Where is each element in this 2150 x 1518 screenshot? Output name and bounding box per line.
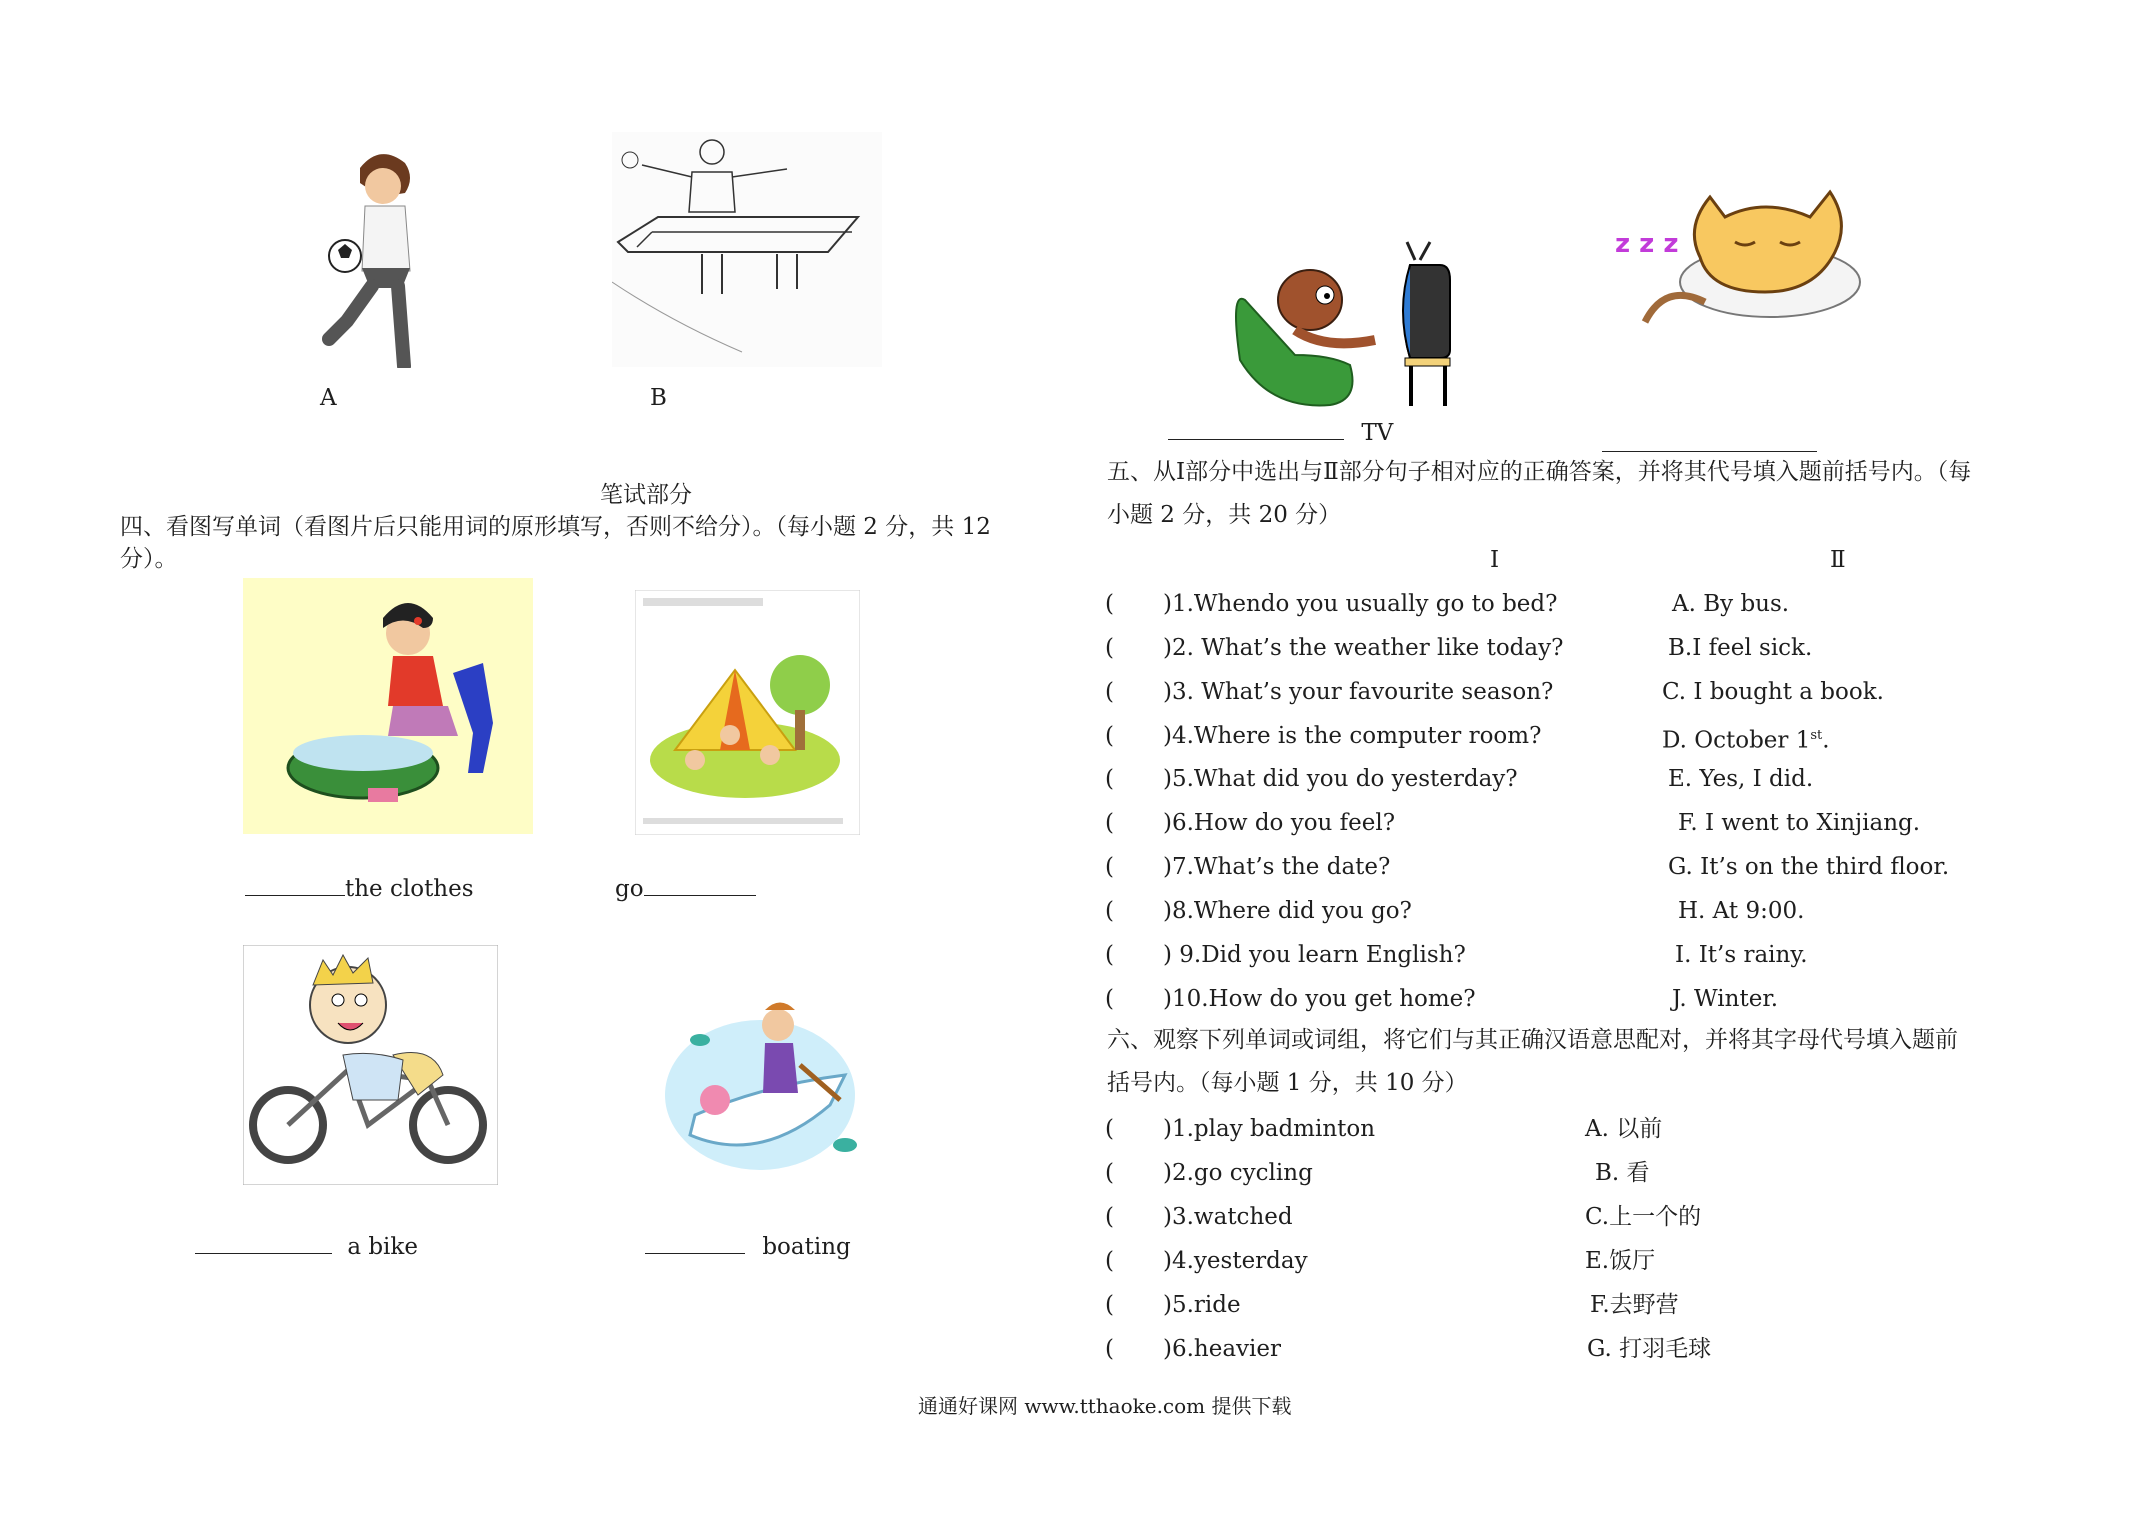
answer-paren[interactable]: ( [1105,591,1114,617]
phrase-5: )5.ride [1163,1292,1241,1318]
ordinal-suffix: st [1810,728,1823,743]
answer-option-g: G. It’s on the third floor. [1668,854,1950,880]
answer-paren[interactable]: ( [1105,1336,1114,1362]
answer-blank[interactable] [645,1235,745,1254]
question-5: )5.What did you do yesterday? [1163,766,1518,792]
answer-option-i: I. It’s rainy. [1675,942,1808,968]
answer-blank[interactable] [1168,421,1344,440]
answer-paren[interactable]: ( [1105,986,1114,1012]
question-3: )3. What’s your favourite season? [1163,679,1554,705]
ride-bike-picture [243,945,498,1185]
watching-tv-picture [1225,240,1485,415]
answer-paren[interactable]: ( [1105,898,1114,924]
phrase-1: )1.play badminton [1163,1116,1376,1142]
section5-heading-line2: 小题 2 分，共 20 分） [1107,502,1342,528]
phrase-3: )3.watched [1163,1204,1293,1230]
question-1: )1.Whendo you usually go to bed? [1163,591,1558,617]
column-header-2: Ⅱ [1830,547,1846,573]
answer-option-b: B.I feel sick. [1668,635,1813,661]
answer-blank[interactable] [245,877,345,896]
tv-caption: TV [1361,420,1394,446]
answer-paren[interactable]: ( [1105,1292,1114,1318]
meaning-b: B. 看 [1595,1160,1650,1186]
answer-option-d-text: D. October 1 [1662,727,1811,754]
question-4: )4.Where is the computer room? [1163,723,1542,749]
section5-heading-line1: 五、从Ⅰ部分中选出与Ⅱ部分句子相对应的正确答案，并将其代号填入题前括号内。（每 [1107,459,1972,485]
answer-paren[interactable]: ( [1105,723,1114,749]
boy-football-picture [240,138,510,368]
question-7: )7.What’s the date? [1163,854,1391,880]
answer-paren[interactable]: ( [1105,942,1114,968]
section6-heading-line1: 六、观察下列单词或词组，将它们与其正确汉语意思配对，并将其字母代号填入题前 [1107,1027,1958,1053]
answer-paren[interactable]: ( [1105,1248,1114,1274]
meaning-e: E.饭厅 [1585,1248,1656,1274]
answer-paren[interactable]: ( [1105,1160,1114,1186]
picture-label-a: A [320,385,337,411]
answer-option-e: E. Yes, I did. [1668,766,1814,792]
answer-option-h: H. At 9:00. [1678,898,1805,924]
answer-paren[interactable]: ( [1105,679,1114,705]
phrase-4: )4.yesterday [1163,1248,1308,1274]
answer-paren[interactable]: ( [1105,854,1114,880]
page-footer: 通通好课网 www.tthaoke.com 提供下载 [918,1394,1292,1418]
section4-heading-line2: 分）。 [120,546,178,572]
item-text: boating [762,1234,851,1260]
question-9: ) 9.Did you learn English? [1163,942,1466,968]
phrase-6: )6.heavier [1163,1336,1282,1362]
section4-item4 [645,1232,851,1262]
section4-item2 [615,874,756,904]
section4-heading-line1: 四、看图写单词（看图片后只能用词的原形填写，否则不给分）。（每小题 2 分，共 12 [120,514,991,540]
meaning-f: F.去野营 [1590,1292,1679,1318]
answer-blank[interactable] [644,877,756,896]
question-6: )6.How do you feel? [1163,810,1396,836]
answer-paren[interactable]: ( [1105,635,1114,661]
sleeping-cat-picture [1615,172,1885,337]
item-text: the clothes [345,876,474,902]
answer-option-j: J. Winter. [1672,986,1779,1012]
answer-option-d-tail: . [1822,727,1830,754]
answer-blank[interactable] [195,1235,332,1254]
section4-item3 [195,1232,418,1262]
answer-paren[interactable]: ( [1105,1204,1114,1230]
washing-clothes-picture [243,578,533,834]
question-10: )10.How do you get home? [1163,986,1476,1012]
tv-blank-row [1168,418,1393,448]
answer-option-c: C. I bought a book. [1662,679,1884,705]
section6-heading-line2: 括号内。（每小题 1 分，共 10 分） [1107,1070,1468,1096]
answer-option-a: A. By bus. [1672,591,1790,617]
answer-paren[interactable]: ( [1105,766,1114,792]
answer-blank[interactable] [1602,433,1817,452]
cat-blank-row [1602,433,1817,456]
answer-paren[interactable]: ( [1105,1116,1114,1142]
item-text: go [615,876,644,902]
answer-option-f: F. I went to Xinjiang. [1678,810,1921,836]
meaning-a: A. 以前 [1585,1116,1663,1142]
item-text: a bike [347,1234,418,1260]
table-tennis-picture [612,132,882,367]
section4-item1 [245,874,474,904]
go-camping-picture [635,590,860,835]
column-header-1: Ⅰ [1490,547,1500,573]
meaning-g: G. 打羽毛球 [1587,1336,1712,1362]
meaning-c: C.上一个的 [1585,1204,1702,1230]
question-2: )2. What’s the weather like today? [1163,635,1564,661]
svg-text:z z z: z z z [1615,229,1679,259]
boating-picture [660,985,870,1180]
question-8: )8.Where did you go? [1163,898,1412,924]
phrase-2: )2.go cycling [1163,1160,1313,1186]
picture-label-b: B [650,385,667,411]
section-title: 笔试部分 [600,482,692,508]
answer-paren[interactable]: ( [1105,810,1114,836]
answer-option-d [1662,721,1830,756]
